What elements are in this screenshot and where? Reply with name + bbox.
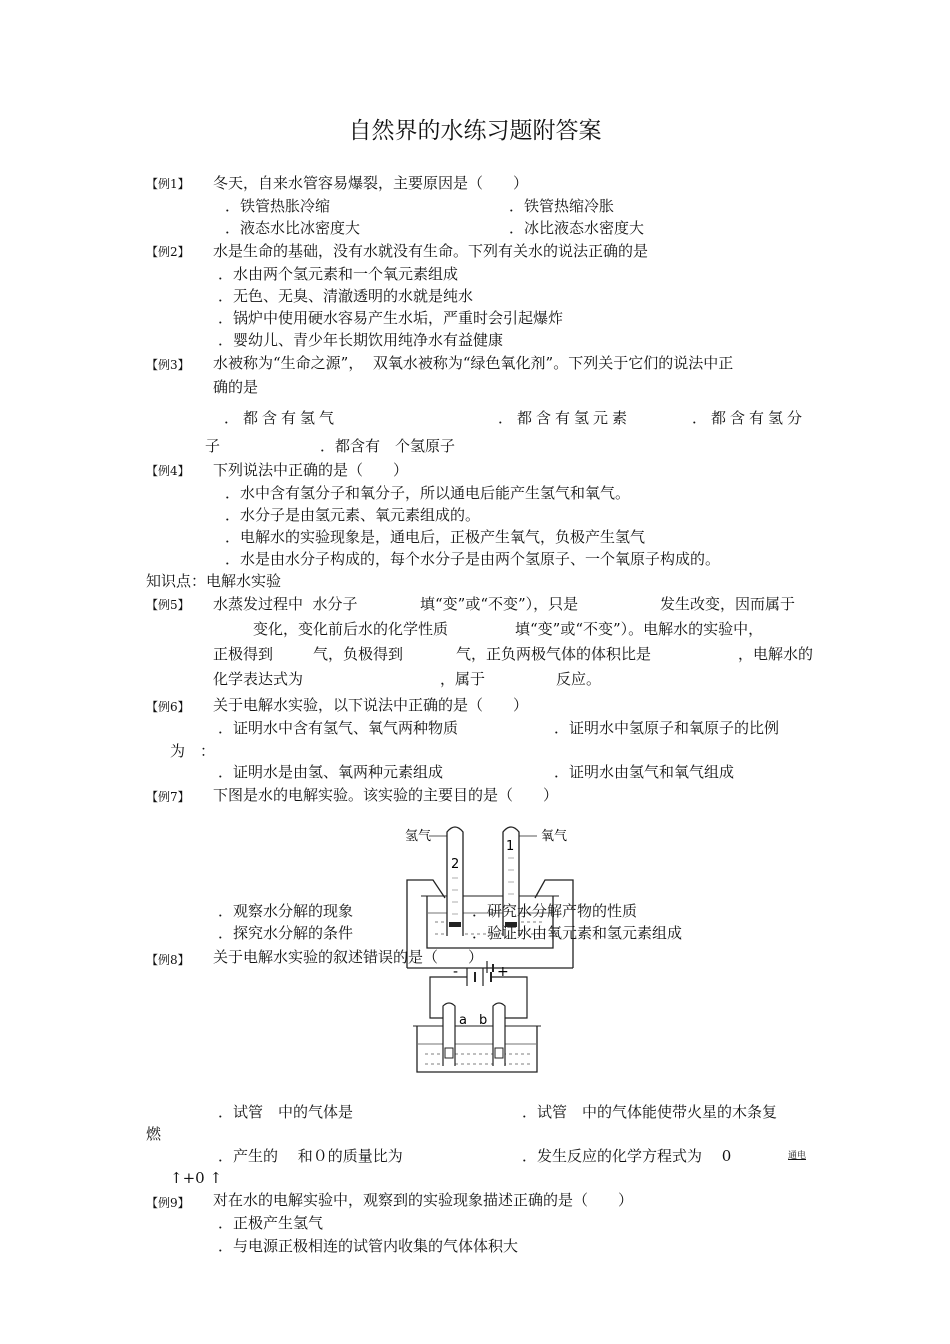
- example-2-option-c: ．锅炉中使用硬水容易产生水垢，严重时会引起爆炸: [218, 309, 564, 327]
- example-5-line-3c: 气，正负两极气体的体积比是: [456, 645, 652, 663]
- example-7-option-a: ．观察水分解的现象: [218, 902, 354, 920]
- figure-tube-number-2: 2: [451, 857, 460, 872]
- example-5-line-3b: 气，负极得到: [313, 645, 404, 663]
- figure-tube-label-b: b: [479, 1013, 488, 1028]
- example-3-option-a: ．都含有氢气: [224, 409, 339, 427]
- example-2-option-d: ．婴幼儿、青少年长期饮用纯净水有益健康: [218, 331, 504, 349]
- example-4-option-a: ．水中含有氢分子和氧分子，所以通电后能产生氢气和氧气。: [225, 484, 631, 502]
- example-1-option-b: ．铁管热缩冷胀: [509, 197, 615, 215]
- battery-minus-sign: -: [453, 964, 459, 980]
- example-4-option-d: ．水是由水分子构成的，每个水分子是由两个氢原子、一个氧原子构成的。: [225, 550, 721, 568]
- example-9-option-a: ．正极产生氢气: [218, 1214, 324, 1232]
- example-2-option-a: ．水由两个氢元素和一个氧元素组成: [218, 265, 459, 283]
- knowledge-point-heading: 知识点：电解水实验: [146, 572, 282, 590]
- example-9-question: 对在水的电解实验中，观察到的实验现象描述正确的是（ ）: [213, 1191, 634, 1209]
- example-9-option-b: ．与电源正极相连的试管内收集的气体体积大: [218, 1237, 519, 1255]
- example-6-option-d: ．证明水由氢气和氧气组成: [554, 763, 735, 781]
- example-8-label: 【例8】: [146, 953, 190, 967]
- example-3-option-b: ．都含有氢元素: [498, 409, 632, 427]
- example-7-option-d: ．验证水由氧元素和氢元素组成: [472, 924, 683, 942]
- example-4-question: 下列说法中正确的是（ ）: [213, 461, 409, 479]
- example-3-option-c-cont: 子: [205, 437, 221, 455]
- example-2-question: 水是生命的基础，没有水就没有生命。下列有关水的说法正确的是: [213, 242, 649, 260]
- example-1-option-d: ．冰比液态水密度大: [509, 219, 645, 237]
- example-5-line-1b: 填“变”或“不变”），只是: [420, 595, 579, 613]
- example-6-label: 【例6】: [146, 700, 190, 714]
- example-5-line-4b: ，属于: [440, 670, 486, 688]
- example-7-option-b: ．研究水分解产物的性质: [472, 902, 638, 920]
- example-7-question: 下图是水的电解实验。该实验的主要目的是（ ）: [213, 786, 559, 804]
- example-7-label: 【例7】: [146, 790, 190, 804]
- figure-label-hydrogen: 氢气: [405, 829, 432, 844]
- example-6-question: 关于电解水实验，以下说法中正确的是（ ）: [213, 696, 529, 714]
- example-1-option-a: ．铁管热胀冷缩: [225, 197, 331, 215]
- example-6-option-b: ．证明水中氢原子和氧原子的比例: [554, 719, 780, 737]
- example-5-line-3d: ，电解水的: [738, 645, 814, 663]
- example-8-option-a: ．试管 中的气体是: [218, 1103, 354, 1121]
- example-6-option-c: ．证明水是由氢、氧两种元素组成: [218, 763, 444, 781]
- battery-plus-sign: +: [497, 964, 509, 980]
- example-6-option-b-cont: 为 ：: [170, 742, 216, 760]
- example-5-line-4c: 反应。: [556, 670, 602, 688]
- example-8-reaction-condition: 通电: [788, 1151, 807, 1161]
- example-8-option-d-cont: ↑+0 ↑: [170, 1169, 223, 1187]
- example-5-line-2b: 填“变”或“不变”）。电解水的实验中，: [515, 620, 764, 638]
- example-4-option-c: ．电解水的实验现象是，通电后，正极产生氧气，负极产生氢气: [225, 528, 646, 546]
- example-8-option-b: ．试管 中的气体能使带火星的木条复: [522, 1103, 778, 1121]
- example-5-line-4a: 化学表达式为: [213, 670, 304, 688]
- example-3-label: 【例3】: [146, 358, 190, 372]
- figure-tube-label-a: a: [459, 1013, 467, 1028]
- example-3-question-line-2: 确的是: [213, 378, 259, 396]
- example-7-option-c: ．探究水分解的条件: [218, 924, 354, 942]
- example-8-option-b-cont: 燃: [146, 1125, 162, 1143]
- example-5-line-1a: 水蒸发过程中 水分子: [213, 595, 358, 613]
- figure-tube-number-1: 1: [506, 839, 515, 854]
- example-2-option-b: ．无色、无臭、清澈透明的水就是纯水: [218, 287, 474, 305]
- example-1-question: 冬天，自来水管容易爆裂，主要原因是（ ）: [213, 174, 529, 192]
- example-9-label: 【例9】: [146, 1196, 190, 1210]
- example-5-line-3a: 正极得到: [213, 645, 274, 663]
- example-3-option-c: ．都含有氢分: [692, 409, 807, 427]
- example-2-label: 【例2】: [146, 245, 190, 259]
- example-5-line-1c: 发生改变，因而属于: [660, 595, 796, 613]
- example-1-label: 【例1】: [146, 177, 190, 191]
- page-title: 自然界的水练习题附答案: [348, 118, 602, 144]
- example-3-option-d: ．都含有 个氢原子: [320, 437, 456, 455]
- example-5-line-2a: 变化，变化前后水的化学性质: [253, 620, 449, 638]
- example-4-label: 【例4】: [146, 464, 190, 478]
- electrolysis-figure-2: [405, 962, 550, 1074]
- figure-label-oxygen: 氧气: [541, 829, 568, 844]
- example-8-option-c: ．产生的 和０的质量比为: [218, 1147, 403, 1165]
- example-3-question-line-1: 水被称为“生命之源”， 双氧水被称为“绿色氧化剂”。下列关于它们的说法中正: [213, 354, 734, 372]
- example-8-option-d: ．发生反应的化学方程式为 0: [522, 1147, 732, 1165]
- example-8-question: 关于电解水实验的叙述错误的是（ ）: [213, 948, 484, 966]
- example-4-option-b: ．水分子是由氢元素、氧元素组成的。: [225, 506, 481, 524]
- example-1-option-c: ．液态水比冰密度大: [225, 219, 361, 237]
- example-5-label: 【例5】: [146, 598, 190, 612]
- example-6-option-a: ．证明水中含有氢气、氧气两种物质: [218, 719, 459, 737]
